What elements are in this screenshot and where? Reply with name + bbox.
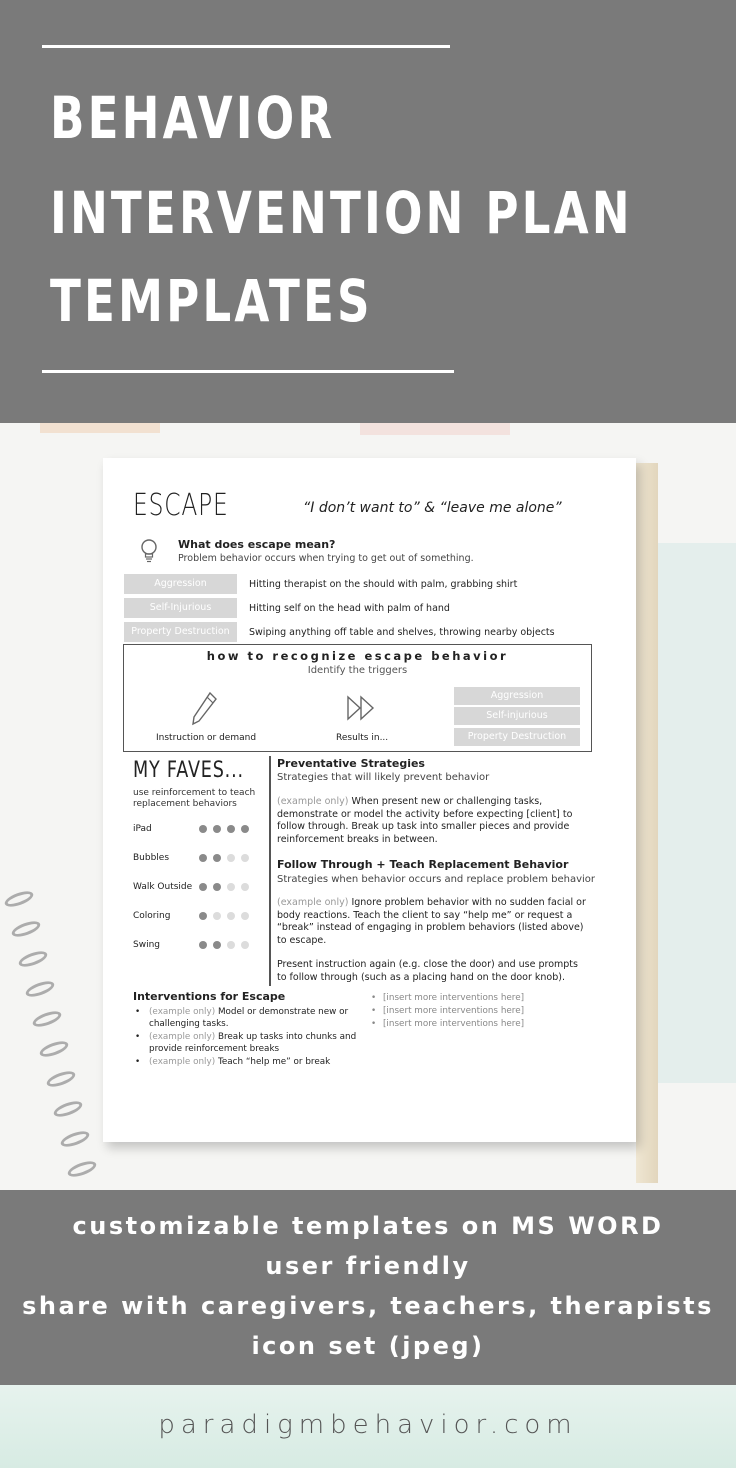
lightbulb-icon: [139, 538, 159, 568]
faves-title: MY FAVES...: [133, 758, 244, 783]
definition-heading: What does escape mean?: [178, 538, 336, 551]
interventions-heading: Interventions for Escape: [133, 990, 286, 1003]
behavior-desc-property-destruction: Swiping anything off table and shelves, throwing nearby objects: [249, 627, 555, 638]
rating-dot: [213, 854, 221, 862]
behavior-tag-aggression: Aggression: [124, 574, 237, 594]
rating-dot: [199, 912, 207, 920]
behavior-tag-property-destruction: Property Destruction: [124, 622, 237, 642]
behavior-desc-aggression: Hitting therapist on the should with palm, grabbing shirt: [249, 579, 518, 590]
column-divider: [269, 756, 271, 986]
headline-line-2: INTERVENTION PLAN: [50, 179, 633, 247]
pencil: [636, 463, 658, 1183]
rating-dot: [241, 941, 249, 949]
top-rule: [42, 45, 450, 48]
interventions-list: [133, 1006, 363, 1069]
spiral-ring: [52, 1098, 84, 1120]
trigger-tag-property-destruction: Property Destruction: [454, 728, 580, 746]
rating-dot: [213, 883, 221, 891]
fast-forward-icon: [346, 695, 376, 725]
rating-dot: [199, 825, 207, 833]
fave-label: iPad: [133, 824, 152, 834]
example-tag: (example only): [149, 1032, 216, 1042]
fave-label: Coloring: [133, 911, 171, 921]
placeholder-list: [371, 992, 524, 1031]
behavior-desc-self-injurious: Hitting self on the head with palm of hand: [249, 603, 450, 614]
spiral-ring: [3, 888, 35, 910]
spiral-ring: [17, 948, 49, 970]
trigger-middle-label: Results in...: [336, 733, 389, 743]
preventative-heading: Preventative Strategies: [277, 757, 425, 770]
peach-paper: [40, 423, 160, 433]
fave-label: Bubbles: [133, 853, 170, 863]
rating-dot: [227, 912, 235, 920]
doc-quote: “I don’t want to” & “leave me alone”: [303, 500, 562, 516]
follow-through-subheading: Strategies when behavior occurs and replace problem behavior: [277, 874, 596, 885]
preventative-text: [277, 796, 587, 846]
definition-text: Problem behavior occurs when trying to get out of something.: [178, 553, 474, 564]
example-tag: (example only): [149, 1007, 216, 1017]
feature-line-3: share with caregivers, teachers, therapists: [22, 1292, 714, 1320]
rating-dot: [199, 883, 207, 891]
faves-subtitle: use reinforcement to teach replacement behaviors: [133, 788, 256, 809]
triggers-subtitle: Identify the triggers: [307, 665, 408, 676]
spiral-ring: [45, 1068, 77, 1090]
spiral-ring: [31, 1008, 63, 1030]
fave-rating: [199, 912, 249, 920]
list-item: • [insert more interventions here]: [371, 1018, 524, 1031]
bottom-rule: [42, 370, 454, 373]
trigger-tag-self-injurious: Self-injurious: [454, 707, 580, 725]
feature-line-1: customizable templates on MS WORD: [72, 1212, 664, 1240]
rating-dot: [213, 912, 221, 920]
website-link[interactable]: paradigmbehavior.com: [158, 1410, 578, 1440]
feature-line-4: icon set (jpeg): [251, 1332, 485, 1360]
rating-dot: [227, 883, 235, 891]
follow-through-text: [277, 897, 587, 947]
triggers-box: [123, 644, 592, 752]
rating-dot: [213, 825, 221, 833]
headline-line-3: TEMPLATES: [50, 267, 373, 335]
rating-dot: [227, 825, 235, 833]
example-tag: (example only): [149, 1057, 216, 1067]
pink-paper: [360, 423, 510, 435]
spiral-ring: [24, 978, 56, 1000]
list-item: • [insert more interventions here]: [371, 1005, 524, 1018]
spiral-ring: [10, 918, 42, 940]
rating-dot: [227, 854, 235, 862]
follow-through-heading: Follow Through + Teach Replacement Behavior: [277, 858, 569, 871]
list-item: [133, 1006, 363, 1030]
intervention-text: Teach “help me” or break: [217, 1057, 331, 1067]
rating-dot: [241, 854, 249, 862]
fave-label: Walk Outside: [133, 882, 193, 892]
follow-through-text-2: Present instruction again (e.g. close the door) and use prompts to follow through (such as a placing hand on the door knob).: [277, 959, 578, 983]
fave-rating: [199, 854, 249, 862]
example-tag: (example only): [277, 796, 349, 807]
features-banner: [0, 1190, 736, 1385]
rating-dot: [241, 883, 249, 891]
rating-dot: [227, 941, 235, 949]
spiral-ring: [38, 1038, 70, 1060]
template-document: [103, 458, 636, 1142]
title-banner: [0, 0, 736, 423]
feature-line-2: user friendly: [265, 1252, 471, 1280]
spiral-ring: [59, 1128, 91, 1150]
headline-line-1: BEHAVIOR: [50, 84, 336, 152]
intervention-text: Break up tasks into chunks and provide reinforcement breaks: [149, 1032, 357, 1054]
intervention-text: Model or demonstrate new or challenging tasks.: [149, 1007, 349, 1029]
example-tag: (example only): [277, 897, 349, 908]
spiral-ring: [66, 1158, 98, 1180]
doc-title: ESCAPE: [133, 488, 229, 523]
rating-dot: [199, 941, 207, 949]
rating-dot: [241, 912, 249, 920]
triggers-title: how to recognize escape behavior: [206, 649, 509, 663]
pencil-icon: [190, 691, 218, 731]
behavior-tag-self-injurious: Self-Injurious: [124, 598, 237, 618]
follow-through-body: Ignore problem behavior with no sudden facial or body reactions. Teach the client to say “help me” or request a “break” instead of engaging in problem behaviors (listed above) to escape.: [277, 897, 586, 946]
rating-dot: [213, 941, 221, 949]
list-item: [133, 1056, 363, 1068]
rating-dot: [199, 854, 207, 862]
fave-label: Swing: [133, 940, 160, 950]
list-item: • [insert more interventions here]: [371, 992, 524, 1005]
fave-rating: [199, 825, 249, 833]
preventative-subheading: Strategies that will likely prevent behavior: [277, 772, 490, 783]
rating-dot: [241, 825, 249, 833]
fave-rating: [199, 883, 249, 891]
list-item: [133, 1031, 363, 1055]
trigger-tag-aggression: Aggression: [454, 687, 580, 705]
preventative-body: When present new or challenging tasks, demonstrate or model the activity before expecting [client] to follow through. Break up task into smaller pieces and provide reinforcement breaks in between.: [277, 796, 573, 845]
fave-rating: [199, 941, 249, 949]
trigger-left-label: Instruction or demand: [156, 733, 257, 743]
